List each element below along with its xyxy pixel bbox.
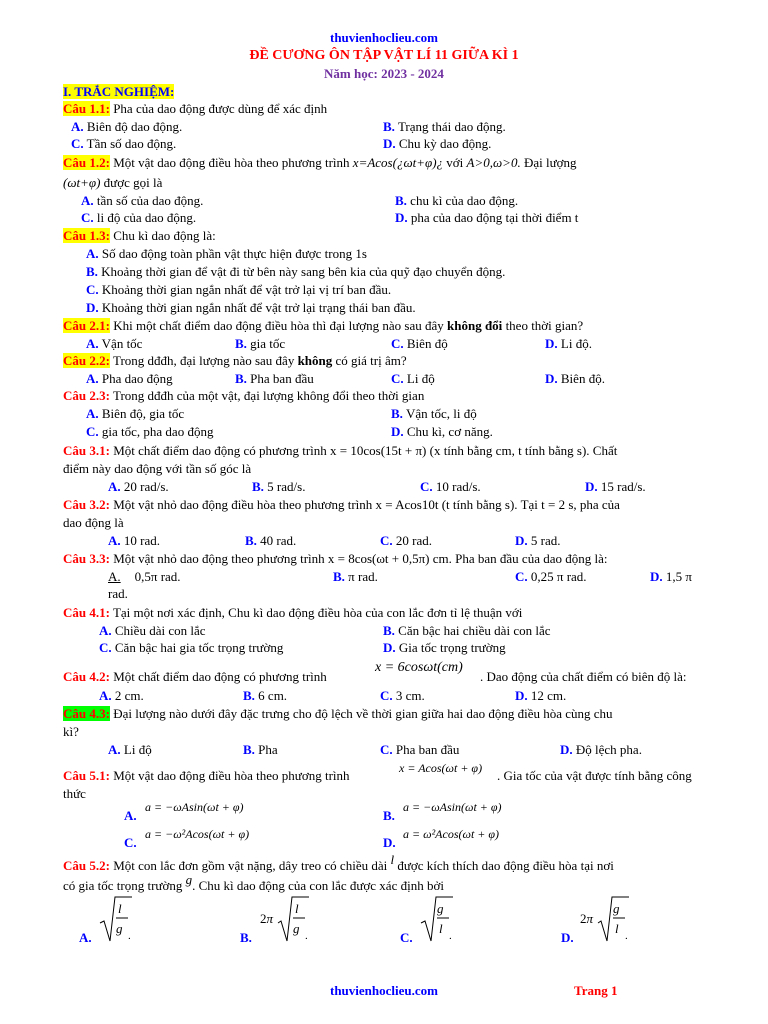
question-5-1: [63, 768, 350, 783]
option-text: Vận tốc, li độ: [405, 406, 477, 421]
option-b: [252, 479, 305, 494]
question-label: Câu 5.2:: [63, 858, 110, 873]
question-4-1: [63, 605, 522, 620]
option-text: tần số của dao động.: [96, 193, 204, 208]
question-text: Tại một nơi xác định, Chu kì dao động điều hòa của con lắc đơn tỉ lệ thuận với: [109, 605, 523, 620]
question-text-post: Đại lượng: [520, 155, 577, 170]
option-text: Vận tốc: [101, 336, 143, 351]
option-text: Li độ: [406, 371, 435, 386]
option-letter: B.: [240, 930, 252, 945]
option-d: [383, 640, 506, 655]
option-letter: B.: [235, 371, 247, 386]
option-text: 5 rad.: [530, 533, 561, 548]
svg-text:l: l: [295, 901, 299, 916]
option-c: [124, 835, 137, 850]
option-letter: C.: [99, 640, 112, 655]
option-letter: B.: [235, 336, 247, 351]
option-letter: B.: [86, 264, 98, 279]
question-text: được gọi là: [100, 175, 163, 190]
question-label: Câu 5.1:: [63, 768, 110, 783]
question-label: Câu 2.3:: [63, 388, 110, 403]
formula-sqrt-l-over-g: [98, 893, 134, 945]
question-2-1: [63, 318, 583, 333]
option-a: [86, 246, 367, 261]
equation: x=Acos(¿ωt+φ)¿: [352, 155, 444, 170]
option-text: Pha ban đầu: [250, 371, 314, 386]
option-d: [515, 533, 561, 548]
option-text: Chu kỳ dao động.: [398, 136, 492, 151]
option-d: [560, 742, 642, 757]
phase-expression: (ωt+φ): [63, 175, 101, 190]
option-letter: A.: [86, 336, 99, 351]
option-a: [99, 688, 144, 703]
option-letter: C.: [380, 688, 393, 703]
option-text: 0,25 π rad.: [530, 569, 587, 584]
option-d-continued: rad.: [108, 586, 128, 601]
option-text: Pha: [258, 742, 278, 757]
option-c: [400, 930, 413, 945]
question-5-2: [63, 852, 614, 873]
option-b: [395, 193, 518, 208]
question-text: Trong dđđh, đại lượng nào sau đây: [109, 353, 298, 368]
option-text: 0,5π rad.: [134, 569, 181, 584]
question-3-1-line2: điểm này dao động với tần số góc là: [63, 461, 252, 476]
option-letter: C.: [515, 569, 528, 584]
option-letter: C.: [391, 371, 404, 386]
option-d: [545, 336, 592, 351]
svg-text:l: l: [118, 901, 122, 916]
question-text: Đại lượng nào dưới đây đặc trưng cho độ lệch về thời gian giữa hai dao động điều hòa cùng chu: [109, 706, 613, 721]
page-number: Trang 1: [574, 983, 618, 998]
option-text: Gia tốc trọng trường: [398, 640, 506, 655]
option-d: [585, 479, 646, 494]
question-label: Câu 1.1:: [63, 101, 110, 116]
option-letter: D.: [383, 640, 396, 655]
option-a: [86, 371, 173, 386]
option-d: [395, 210, 578, 225]
option-letter: B.: [333, 569, 345, 584]
question-text: Một chất điểm dao động có phương trình: [109, 669, 327, 684]
footer-site-link[interactable]: thuvienhoclieu.com: [330, 983, 438, 998]
option-letter: C.: [81, 210, 94, 225]
option-text: 3 cm.: [395, 688, 425, 703]
section-heading-text: I. TRẮC NGHIỆM:: [63, 84, 175, 99]
option-c: [391, 371, 435, 386]
emphasis-text: không đổi: [447, 318, 503, 333]
question-text-post: theo thời gian?: [502, 318, 584, 333]
svg-text:2π: 2π: [580, 911, 594, 926]
gravity-symbol: g: [185, 872, 193, 887]
question-text: Một vật nhỏ dao động theo phương trình x = 8cos(ωt + 0,5π) cm. Pha ban đầu của dao động là:: [109, 551, 608, 566]
svg-text:g: g: [293, 921, 300, 936]
option-letter: B.: [383, 623, 395, 638]
option-c: [380, 688, 425, 703]
question-text: Một vật dao động điều hòa theo phương trình: [109, 155, 353, 170]
option-letter: C.: [71, 136, 84, 151]
question-4-3: [63, 706, 613, 721]
option-c: [380, 742, 459, 757]
option-text: 10 rad/s.: [435, 479, 481, 494]
option-letter: A.: [108, 479, 121, 494]
option-b: [243, 742, 278, 757]
option-letter: D.: [561, 930, 574, 945]
option-a: [108, 479, 169, 494]
option-a: [86, 336, 142, 351]
option-a: [108, 742, 152, 757]
option-letter: D.: [395, 210, 408, 225]
option-text: 40 rad.: [260, 533, 297, 548]
option-text: Tần số dao động.: [86, 136, 177, 151]
option-a: [71, 119, 182, 134]
condition: A>0,ω>0.: [466, 155, 521, 170]
option-text: Căn bậc hai gia tốc trọng trường: [114, 640, 284, 655]
question-5-2-line2: [63, 872, 444, 893]
option-letter: D.: [86, 300, 99, 315]
option-text: 5 rad/s.: [267, 479, 306, 494]
svg-text:.: .: [128, 930, 131, 942]
question-text-post: được kích thích dao động điều hòa tại nơi: [394, 858, 614, 873]
option-letter: B.: [391, 406, 403, 421]
option-text: Trạng thái dao động.: [397, 119, 506, 134]
question-text-mid: với: [443, 155, 467, 170]
question-text: Một vật dao động điều hòa theo phương trình: [109, 768, 350, 783]
option-d: [391, 424, 493, 439]
option-b: [333, 569, 378, 584]
option-a: [79, 930, 92, 945]
option-letter: C.: [391, 336, 404, 351]
question-text: có gia tốc trọng trường: [63, 878, 186, 893]
option-letter: A.: [108, 742, 121, 757]
option-c: [99, 640, 283, 655]
question-5-1-post: . Gia tốc của vật được tính bằng công: [497, 768, 692, 783]
option-letter: A.: [86, 246, 99, 261]
question-2-3: [63, 388, 424, 403]
option-letter: D.: [650, 569, 663, 584]
option-text: 1,5 π: [665, 569, 692, 584]
formula-2pi-sqrt-l-over-g: [259, 893, 311, 945]
option-text: Chu kì, cơ năng.: [406, 424, 493, 439]
option-letter: A.: [108, 569, 121, 584]
option-b: [235, 371, 314, 386]
option-letter: A.: [79, 930, 92, 945]
option-letter: A.: [99, 688, 112, 703]
option-b: [86, 264, 505, 279]
option-d: [86, 300, 416, 315]
option-c: [71, 136, 176, 151]
svg-text:g: g: [613, 901, 620, 916]
formula-2pi-sqrt-g-over-l: [579, 893, 631, 945]
question-text: Pha của dao động được dùng để xác định: [109, 101, 328, 116]
option-letter: A.: [81, 193, 94, 208]
question-5-1-line2: thức: [63, 786, 86, 801]
option-text: Căn bậc hai chiều dài con lắc: [398, 623, 551, 638]
option-letter: D.: [560, 742, 573, 757]
option-letter: B.: [383, 119, 395, 134]
option-letter: C.: [400, 930, 413, 945]
option-text: Biên độ, gia tốc: [101, 406, 185, 421]
option-d: [515, 688, 566, 703]
option-text: Độ lệch pha.: [575, 742, 642, 757]
option-letter: B.: [395, 193, 407, 208]
option-letter: A.: [71, 119, 84, 134]
svg-text:.: .: [305, 930, 308, 942]
equation: x = 6cosωt(cm): [375, 660, 463, 675]
option-b: [243, 688, 287, 703]
option-text: Li độ.: [560, 336, 592, 351]
option-text: li độ của dao động.: [96, 210, 197, 225]
option-a: [86, 406, 184, 421]
option-c: [81, 210, 196, 225]
question-4-2: [63, 669, 327, 684]
question-label: Câu 3.2:: [63, 497, 110, 512]
option-text: pha của dao động tại thời điểm t: [410, 210, 579, 225]
option-b: [240, 930, 252, 945]
option-d: [383, 136, 491, 151]
option-letter: D.: [383, 835, 396, 850]
option-letter: D.: [515, 533, 528, 548]
svg-text:l: l: [615, 921, 619, 936]
option-letter: D.: [545, 371, 558, 386]
svg-text:2π: 2π: [260, 911, 274, 926]
question-label: Câu 2.2:: [63, 353, 110, 368]
question-label: Câu 4.2:: [63, 669, 110, 684]
svg-text:.: .: [625, 930, 628, 942]
option-letter: B.: [252, 479, 264, 494]
section-heading: [63, 84, 174, 99]
option-d: [383, 835, 396, 850]
option-text: chu kì của dao động.: [410, 193, 519, 208]
option-letter: A.: [124, 808, 137, 823]
question-text: Một chất điểm dao động có phương trình x = 10cos(15t + π) (x tính bằng cm, t tính bằng s). Chất: [109, 443, 618, 458]
option-d: [545, 371, 605, 386]
option-letter: A.: [86, 406, 99, 421]
option-text: Pha ban đầu: [395, 742, 460, 757]
option-text: Biên độ dao động.: [86, 119, 183, 134]
question-text-post: . Chu kì dao động của con lắc được xác định bởi: [192, 878, 444, 893]
option-text: Chiều dài con lắc: [114, 623, 206, 638]
option-text: 10 rad.: [123, 533, 160, 548]
document-title: ĐỀ CƯƠNG ÔN TẬP VẬT LÍ 11 GIỮA KÌ 1: [249, 48, 519, 63]
option-text: 2 cm.: [114, 688, 144, 703]
option-c: [380, 533, 432, 548]
option-letter: C.: [420, 479, 433, 494]
school-year: Năm học: 2023 - 2024: [324, 66, 444, 81]
equation: x = Acos(ωt + φ): [399, 761, 483, 775]
question-label: Câu 2.1:: [63, 318, 110, 333]
option-text: Biên độ.: [560, 371, 605, 386]
question-label: Câu 1.3:: [63, 228, 110, 243]
option-text: gia tốc, pha dao động: [101, 424, 214, 439]
question-text: Khi một chất điểm dao động điều hòa thì đại lượng nào sau đây: [109, 318, 448, 333]
option-b: [235, 336, 285, 351]
question-3-2-line2: dao động là: [63, 515, 124, 530]
option-text: Khoảng thời gian ngắn nhất để vật trở lại vị trí ban đầu.: [101, 282, 392, 297]
option-a: [81, 193, 203, 208]
question-label: Câu 4.1:: [63, 605, 110, 620]
question-2-2: [63, 353, 407, 368]
question-text-post: có giá trị âm?: [332, 353, 407, 368]
option-text: 6 cm.: [258, 688, 288, 703]
question-label: Câu 3.3:: [63, 551, 110, 566]
option-b-formula: a = −ωAsin(ωt + φ): [403, 800, 502, 814]
question-text: Chu kì dao động là:: [109, 228, 216, 243]
option-letter: C.: [380, 533, 393, 548]
question-text: Trong dđđh của một vật, đại lượng không đổi theo thời gian: [109, 388, 425, 403]
question-3-2: [63, 497, 620, 512]
svg-text:l: l: [439, 921, 443, 936]
option-text: π rad.: [348, 569, 378, 584]
option-letter: A.: [99, 623, 112, 638]
svg-text:.: .: [449, 930, 452, 942]
option-letter: D.: [545, 336, 558, 351]
option-c-formula: a = −ω²Acos(ωt + φ): [145, 827, 250, 841]
svg-text:g: g: [437, 901, 444, 916]
option-a-formula: a = −ωAsin(ωt + φ): [145, 800, 244, 814]
option-text: Li độ: [123, 742, 152, 757]
option-letter: B.: [243, 742, 255, 757]
option-d: [561, 930, 574, 945]
option-text: Biên độ: [406, 336, 448, 351]
question-4-2-post: . Dao động của chất điểm có biên độ là:: [480, 669, 687, 684]
option-b: [383, 119, 506, 134]
option-letter: D.: [391, 424, 404, 439]
length-symbol: l: [390, 852, 395, 867]
option-c: [391, 336, 448, 351]
option-a: [99, 623, 206, 638]
option-c: [420, 479, 481, 494]
option-text: Khoảng thời gian ngắn nhất để vật trở lại trạng thái ban đầu.: [101, 300, 416, 315]
option-text: 20 rad/s.: [123, 479, 169, 494]
formula-sqrt-g-over-l: [419, 893, 455, 945]
option-letter: A.: [108, 533, 121, 548]
option-letter: B.: [383, 808, 395, 823]
option-a: [108, 569, 181, 584]
question-label: Câu 1.2:: [63, 155, 110, 170]
question-label: Câu 3.1:: [63, 443, 110, 458]
option-b: [391, 406, 477, 421]
option-a: [124, 808, 137, 823]
option-letter: A.: [86, 371, 99, 386]
option-letter: B.: [243, 688, 255, 703]
question-label: Câu 4.3:: [63, 706, 110, 721]
option-letter: C.: [86, 424, 99, 439]
option-b: [383, 623, 551, 638]
option-text: 15 rad/s.: [600, 479, 646, 494]
svg-text:g: g: [116, 921, 123, 936]
question-1-1: [63, 101, 327, 116]
option-text: 12 cm.: [530, 688, 567, 703]
option-b: [245, 533, 296, 548]
option-c: [515, 569, 587, 584]
option-letter: B.: [245, 533, 257, 548]
option-text: Pha dao động: [101, 371, 173, 386]
option-text: Khoảng thời gian để vật đi từ bên này sang bên kia của quỹ đạo chuyển động.: [101, 264, 506, 279]
option-letter: D.: [585, 479, 598, 494]
question-3-3: [63, 551, 608, 566]
question-text: Một con lắc đơn gồm vật nặng, dây treo có chiều dài: [109, 858, 391, 873]
question-1-2-line2: [63, 175, 162, 190]
option-b: [383, 808, 395, 823]
option-text: Số dao động toàn phần vật thực hiện được trong 1s: [101, 246, 367, 261]
emphasis-text: không: [297, 353, 333, 368]
question-3-1: [63, 443, 617, 458]
question-1-3: [63, 228, 216, 243]
question-text: Một vật nhỏ dao động điều hòa theo phương trình x = Acos10t (t tính bằng s). Tại t = 2 s, pha của: [109, 497, 620, 512]
option-text: 20 rad.: [395, 533, 432, 548]
option-a: [108, 533, 160, 548]
question-4-3-line2: kì?: [63, 724, 79, 739]
option-letter: C.: [86, 282, 99, 297]
option-d: [650, 569, 692, 584]
question-1-2: [63, 155, 718, 170]
option-text: gia tốc: [250, 336, 286, 351]
option-c: [86, 424, 213, 439]
option-d-formula: a = ω²Acos(ωt + φ): [403, 827, 500, 841]
header-site-link[interactable]: thuvienhoclieu.com: [330, 30, 438, 45]
option-letter: C.: [124, 835, 137, 850]
option-letter: D.: [515, 688, 528, 703]
option-c: [86, 282, 391, 297]
option-letter: D.: [383, 136, 396, 151]
option-letter: C.: [380, 742, 393, 757]
